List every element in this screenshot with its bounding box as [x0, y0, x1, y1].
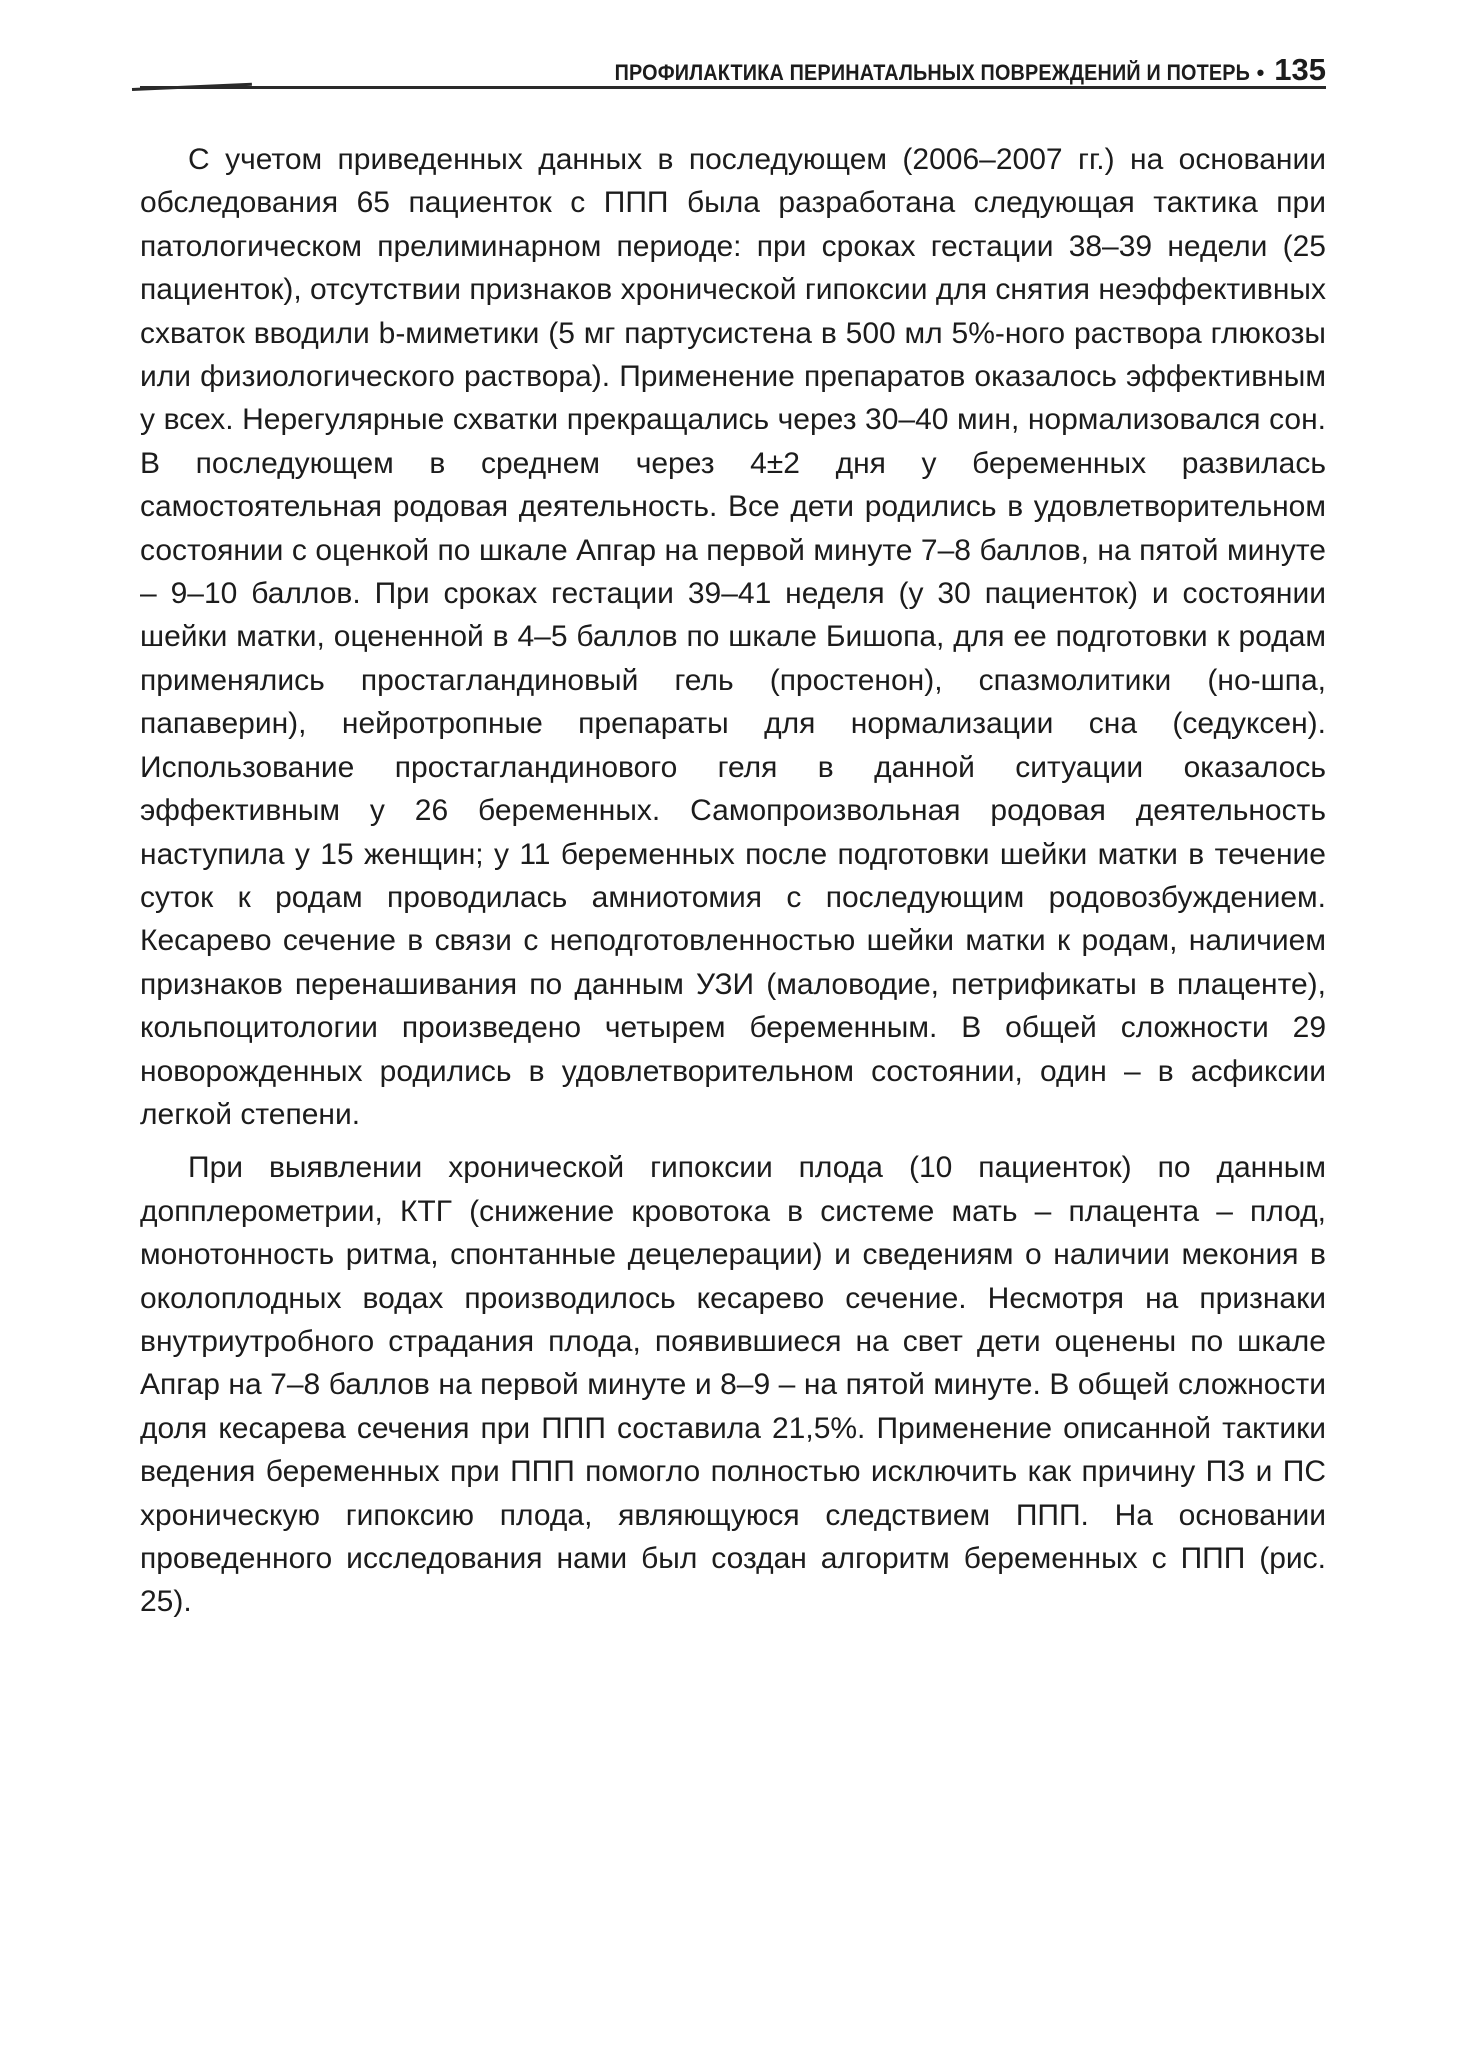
header-line: [544, 52, 1326, 88]
paragraph-1: С учетом приведенных данных в последующем (2006–2007 гг.) на основании обследования 65 пациенток с ППП была разработана следующая тактика при патологическом прелиминарном периоде: при сроках гестации 38–39 недели (25 пациенток), отсутствии признаков хронической гипоксии для снятия неэффективных схваток вводили b-миметики (5 мг партусистена в 500 мл 5%-ного раствора глюкозы или физиологического раствора). Применение препаратов оказалось эффективным у всех. Нерегулярные схватки прекращались через 30–40 мин, нормализовался сон. В последующем в среднем через 4±2 дня у беременных развилась самостоятельная родовая деятельность. Все дети родились в удовлетворительном состоянии с оценкой по шкале Апгар на первой минуте 7–8 баллов, на пятой минуте – 9–10 баллов. При сроках гестации 39–41 неделя (у 30 пациенток) и состоянии шейки матки, оцененной в 4–5 баллов по шкале Бишопа, для ее подготовки к родам применялись простагландиновый гель (простенон), спазмолитики (но-шпа, папаверин), нейротропные препараты для нормализации сна (седуксен). Использование простагландинового геля в данной ситуации оказалось эффективным у 26 беременных. Самопроизвольная родовая деятельность наступила у 15 женщин; у 11 беременных после подготовки шейки матки в течение суток к родам проводилась амниотомия с последующим родовозбуждением. Кесарево сечение в связи с неподготовленностью шейки матки к родам, наличием признаков перенашивания по данным УЗИ (маловодие, петрификаты в плаценте), кольпоцитологии произведено четырем беременным. В общей сложности 29 новорожденных родились в удовлетворительном состоянии, один – в асфиксии легкой степени.: [140, 143, 1326, 1131]
page-number: 135: [1274, 52, 1326, 87]
body-text: [140, 138, 1326, 1624]
paragraph-2: При выявлении хронической гипоксии плода (10 пациенток) по данным допплерометрии, КТГ (снижение кровотока в системе мать – плацента – плод, монотонность ритма, спонтанные децелерации) и сведениям о наличии мекония в околоплодных водах производилось кесарево сечение. Несмотря на признаки внутриутробного страдания плода, появившиеся на свет дети оценены по шкале Апгар на 7–8 баллов на первой минуте и 8–9 – на пятой минуте. В общей сложности доля кесарева сечения при ППП составила 21,5%. Применение описанной тактики ведения беременных при ППП помогло полностью исключить как причину ПЗ и ПС хроническую гипоксию плода, являющуюся следствием ППП. На основании проведенного исследования нами был создан алгоритм беременных с ППП (рис. 25).: [140, 1151, 1326, 1619]
header-rule: [140, 86, 1326, 89]
running-title: ПРОФИЛАКТИКА ПЕРИНАТАЛЬНЫХ ПОВРЕЖДЕНИЙ И ПОТЕРЬ: [615, 60, 1251, 85]
header-bullet: •: [1256, 60, 1265, 85]
page-header: [140, 40, 1326, 96]
